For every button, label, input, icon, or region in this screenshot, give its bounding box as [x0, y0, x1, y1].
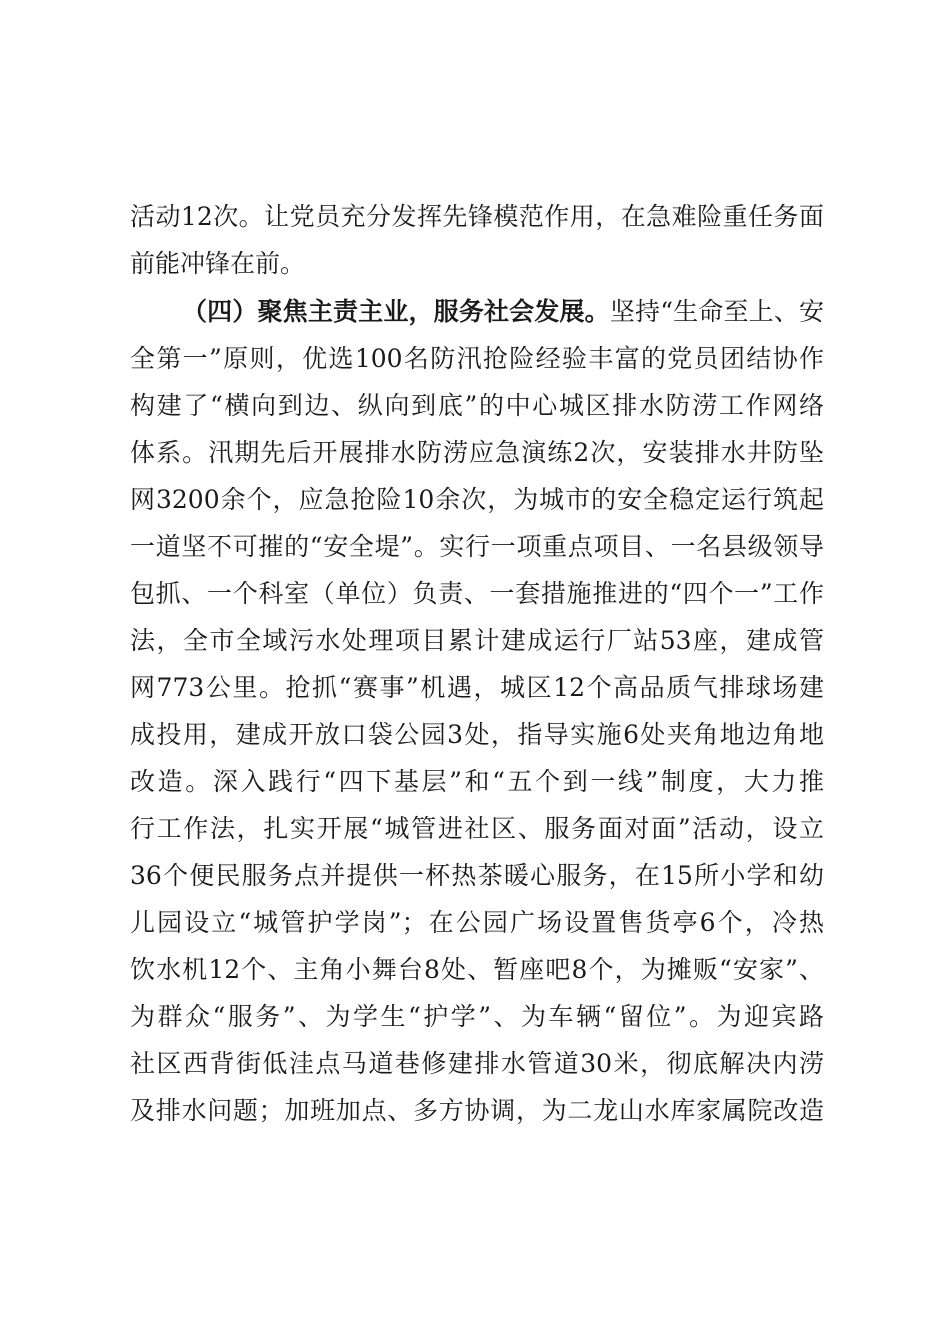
text-line: 网3200余个，应急抢险10余次，为城市的安全稳定运行筑起 — [130, 485, 824, 514]
text-line: 及排水问题；加班加点、多方协调，为二龙山水库家属院改造 — [130, 1096, 824, 1125]
text-line: 前能冲锋在前。 — [130, 249, 306, 278]
text-line: 网773公里。抢抓“赛事”机遇，城区12个高品质气排球场建 — [130, 673, 824, 702]
text-line: 改造。深入践行“四下基层”和“五个到一线”制度，大力推 — [130, 767, 824, 796]
text-line: 为群众“服务”、为学生“护学”、为车辆“留位”。为迎宾路 — [130, 1002, 824, 1031]
text-line: 一道坚不可摧的“安全堤”。实行一项重点项目、一名县级领导 — [130, 532, 824, 561]
text-line: 饮水机12个、主角小舞台8处、暂座吧8个，为摊贩“安家”、 — [130, 955, 824, 984]
text-line: 成投用，建成开放口袋公园3处，指导实施6处夹角地边角地 — [130, 720, 824, 749]
text-line: 体系。汛期先后开展排水防涝应急演练2次，安装排水井防坠 — [130, 438, 824, 467]
text-line: 法，全市全域污水处理项目累计建成运行厂站53座，建成管 — [130, 626, 824, 655]
text-segment: 坚持“生命至上、安 — [609, 297, 824, 326]
text-line: 全第一”原则，优选100名防汛抢险经验丰富的党员团结协作 — [130, 344, 824, 373]
text-line: 活动12次。让党员充分发挥先锋模范作用，在急难险重任务面 — [130, 202, 824, 231]
paragraph-continuation — [130, 193, 824, 287]
text-line: 儿园设立“城管护学岗”；在公园广场设置售货亭6个，冷热 — [130, 908, 824, 937]
text-line: 构建了“横向到边、纵向到底”的中心城区排水防涝工作网络 — [130, 391, 824, 420]
text-line: 行工作法，扎实开展“城管进社区、服务面对面”活动，设立 — [130, 814, 824, 843]
text-line-first — [130, 288, 824, 335]
paragraph-section-four — [130, 288, 824, 1134]
text-line: 社区西背街低洼点马道巷修建排水管道30米，彻底解决内涝 — [130, 1049, 824, 1078]
text-line: 包抓、一个科室（单位）负责、一套措施推进的“四个一”工作 — [130, 579, 824, 608]
section-heading: （四）聚焦主责主业，服务社会发展。 — [182, 297, 610, 326]
text-line: 36个便民服务点并提供一杯热茶暖心服务，在15所小学和幼 — [130, 861, 824, 890]
